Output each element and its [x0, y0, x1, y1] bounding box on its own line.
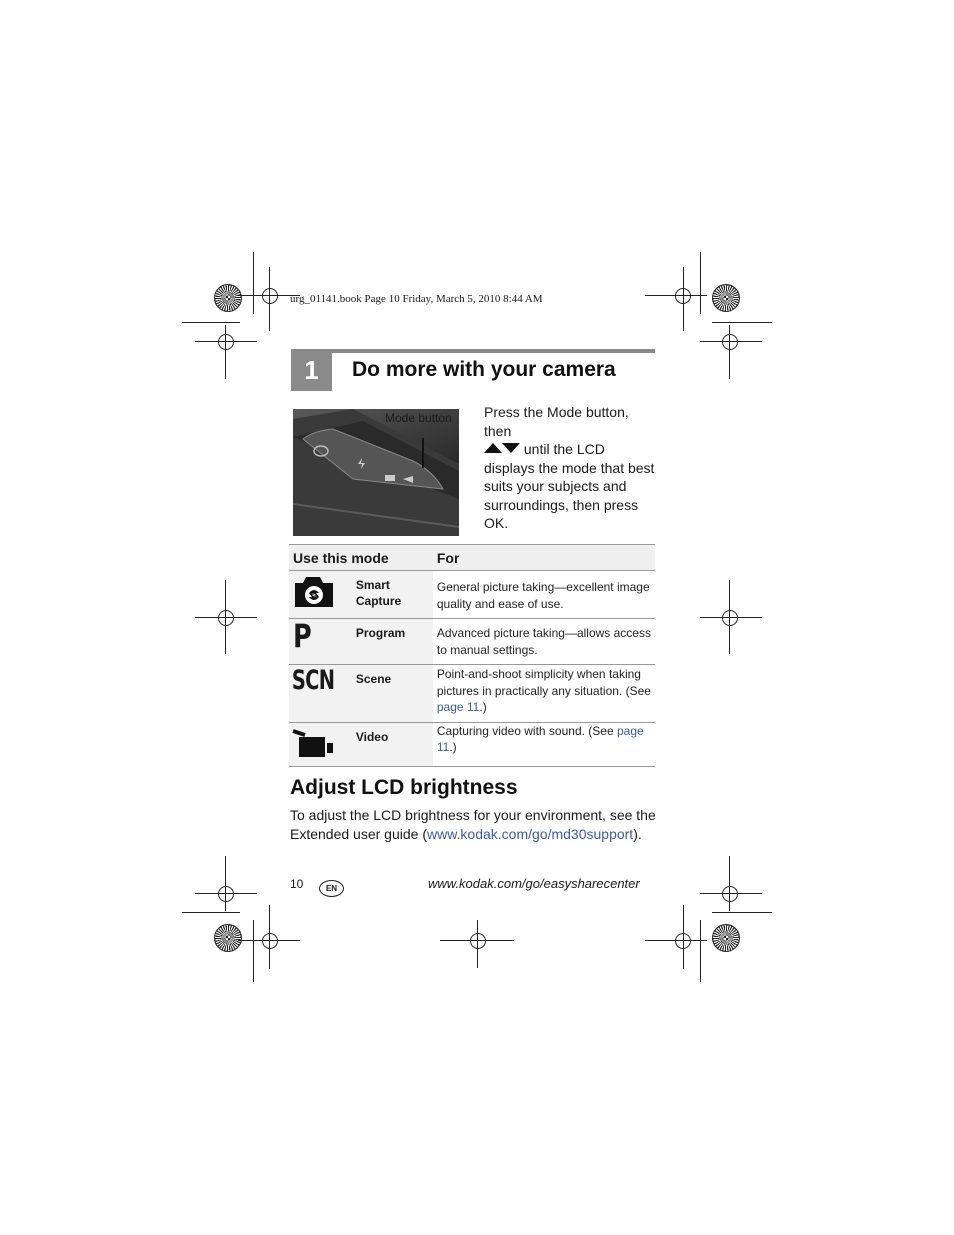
mode-name-video: Video	[352, 722, 433, 766]
crosshair-icon	[668, 281, 698, 311]
table-row	[289, 665, 655, 723]
chapter-number: 1	[291, 349, 332, 391]
intro-text-2: until the LCD displays the mode that best suits your subjects and surroundings, then press OK.	[484, 441, 655, 531]
body-text: To adjust the LCD brightness for your environment, see the Extended user guide (	[290, 807, 656, 842]
desc-text: .)	[449, 740, 457, 754]
mode-table	[289, 544, 655, 767]
program-p-icon: P	[293, 617, 312, 655]
up-arrow-icon	[484, 443, 502, 453]
mode-name-capture: Capture	[355, 594, 402, 608]
camera-mode-button-photo	[293, 409, 459, 536]
crosshair-icon	[211, 327, 241, 357]
column-header-for: For	[433, 545, 655, 571]
mode-name-program: Program	[352, 619, 433, 665]
crosshair-icon	[715, 327, 745, 357]
crosshair-icon	[255, 281, 285, 311]
crosshair-icon	[255, 926, 285, 956]
table-row	[289, 571, 655, 619]
scene-scn-icon: SCN	[291, 665, 335, 696]
callout-line	[422, 438, 424, 468]
down-arrow-icon	[502, 443, 520, 453]
desc-text: Point-and-shoot simplicity when taking pictures in practically any situation. (See	[436, 667, 651, 698]
footer-url: www.kodak.com/go/easysharecenter	[428, 876, 640, 891]
print-header-note: urg_01141.book Page 10 Friday, March 5, 2010 8:44 AM	[290, 293, 543, 305]
chapter-rule	[291, 349, 655, 353]
column-header-mode: Use this mode	[289, 545, 433, 571]
crosshair-icon	[715, 603, 745, 633]
crosshair-icon	[668, 926, 698, 956]
crosshair-icon	[715, 879, 745, 909]
mode-description: General picture taking—excellent image quality and ease of use.	[433, 571, 655, 619]
page-link[interactable]: page 11	[436, 723, 644, 754]
section-body	[290, 806, 660, 844]
table-row	[289, 619, 655, 665]
table-header-row	[289, 545, 655, 571]
mode-button-callout: Mode button	[385, 411, 452, 425]
chapter-title: Do more with your camera	[352, 358, 616, 381]
desc-text: Capturing video with sound. (See	[436, 723, 617, 738]
mode-description: Advanced picture taking—allows access to manual settings.	[433, 619, 655, 665]
video-camera-icon	[289, 723, 343, 761]
registration-target-icon	[214, 924, 242, 952]
page-link[interactable]: page 11	[436, 700, 480, 714]
crosshair-icon	[211, 603, 241, 633]
registration-target-icon	[712, 284, 740, 312]
registration-target-icon	[712, 924, 740, 952]
mode-name-smart: Smart	[355, 578, 390, 592]
intro-paragraph	[484, 403, 656, 533]
support-link[interactable]: www.kodak.com/go/md30support	[426, 826, 634, 842]
body-text: ).	[633, 826, 642, 842]
registration-target-icon	[214, 284, 242, 312]
mode-description	[433, 665, 655, 723]
crosshair-icon	[211, 879, 241, 909]
table-row	[289, 722, 655, 766]
language-badge: EN	[319, 880, 344, 897]
page-number: 10	[290, 877, 304, 891]
smart-capture-camera-icon	[289, 571, 343, 611]
mode-description	[433, 722, 655, 766]
crosshair-icon	[463, 926, 493, 956]
desc-text: .)	[479, 700, 487, 714]
camera-top-illustration	[293, 409, 459, 536]
mode-name-scene: Scene	[352, 665, 433, 723]
section-title: Adjust LCD brightness	[290, 776, 518, 799]
intro-text-1: Press the Mode button, then	[484, 404, 629, 439]
